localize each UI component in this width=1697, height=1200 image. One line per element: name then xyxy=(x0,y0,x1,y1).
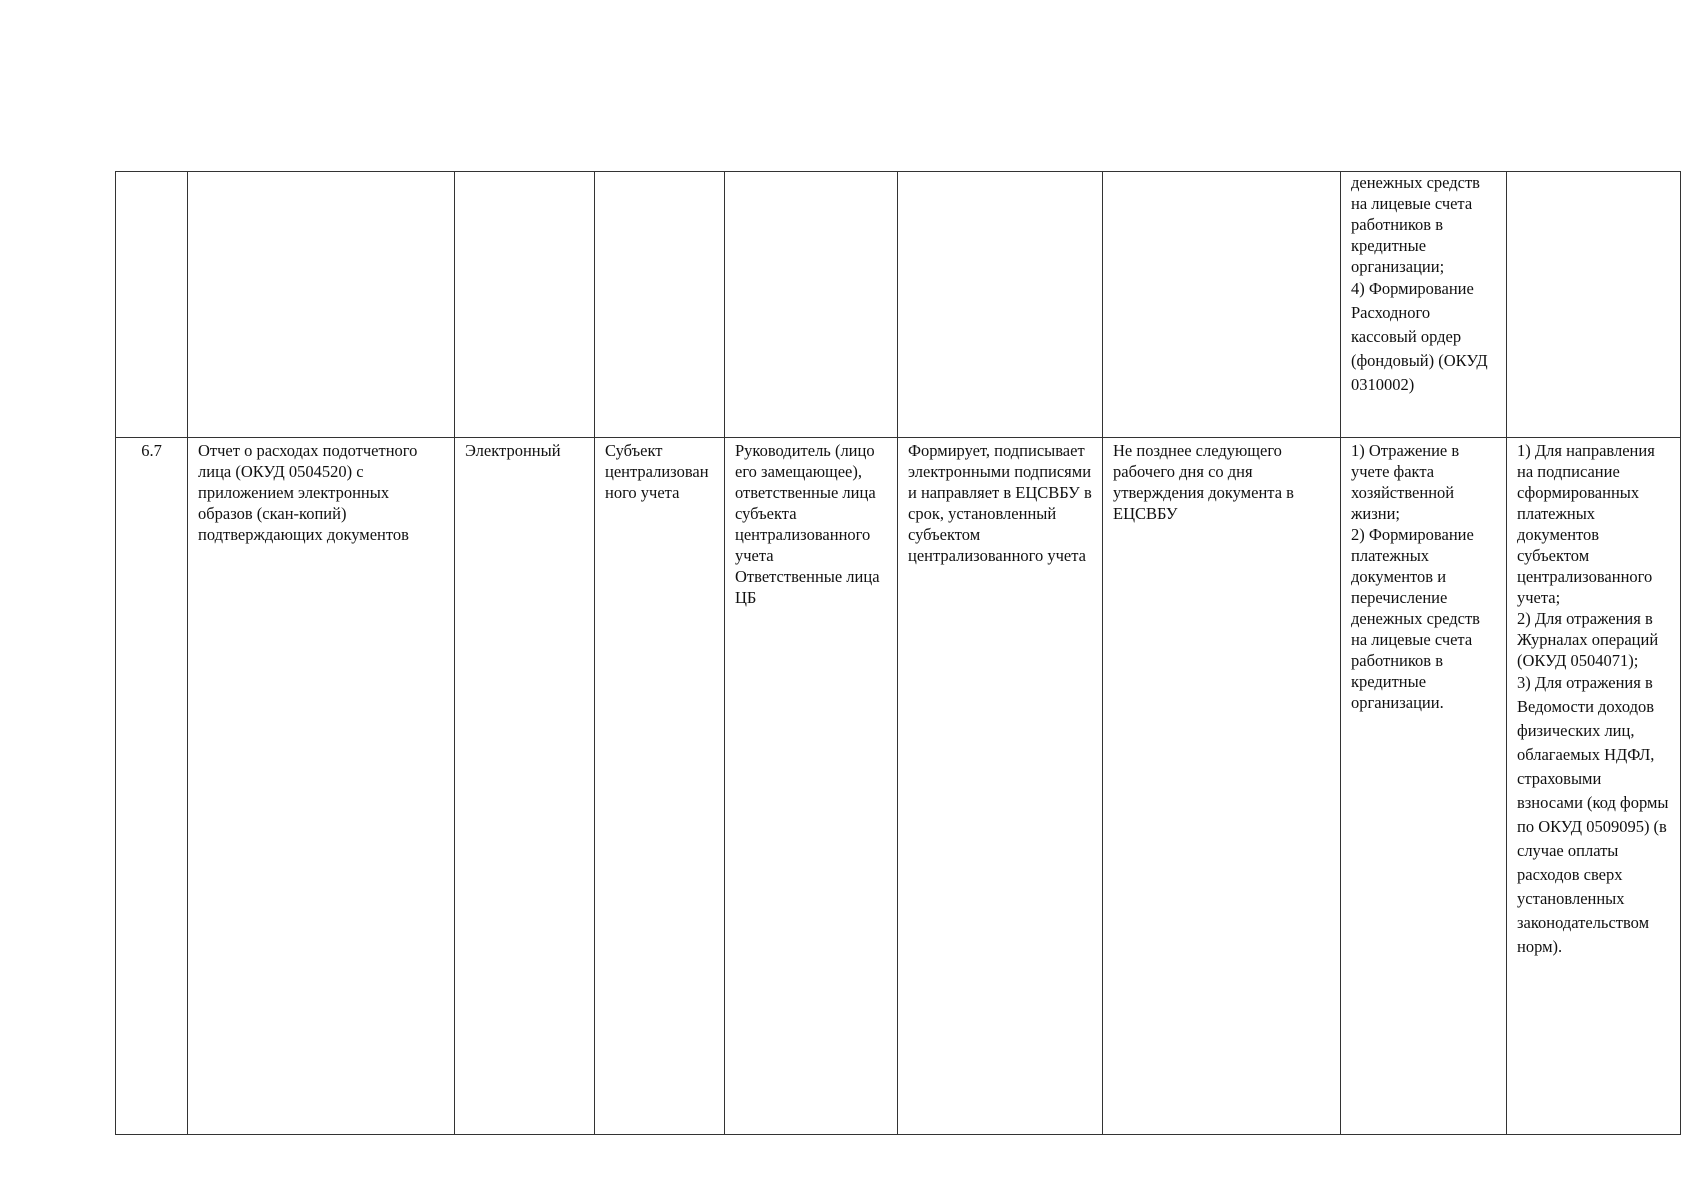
cell-deadline: Не позднее следующего рабочего дня со дня утверждения документа в ЕЦСВБУ xyxy=(1103,438,1341,1135)
cell-creator: Субъект централизованного учета xyxy=(595,438,725,1135)
cell-result-continuation xyxy=(1341,172,1507,438)
result-item-2: 2) Формирование платежных документов и перечисление денежных средств на лицевые счета работников в кредитные организации. xyxy=(1351,525,1480,712)
row-number: 6.7 xyxy=(116,438,188,1135)
result-item-1: 1) Отражение в учете факта хозяйственной жизни; xyxy=(1351,441,1460,523)
signers-cb-text: Ответственные лица ЦБ xyxy=(735,567,880,607)
table-row-continuation xyxy=(116,172,1681,438)
cell-empty-9 xyxy=(1507,172,1681,438)
cell-action: Формирует, подписывает электронными подписями и направляет в ЕЦСВБУ в срок, установленный субъектом централизованного учета xyxy=(898,438,1103,1135)
result-continuation-text: денежных средств на лицевые счета работников в кредитные организации; xyxy=(1351,173,1480,276)
document-table xyxy=(115,171,1681,1135)
cell-result xyxy=(1341,438,1507,1135)
cell-empty-7 xyxy=(1103,172,1341,438)
signers-text: Руководитель (лицо его замещающее), ответственные лица субъекта централизованного учета xyxy=(735,441,876,565)
cell-empty-2 xyxy=(188,172,455,438)
cell-signers xyxy=(725,438,898,1135)
purpose-item-3: 3) Для отражения в Ведомости доходов физических лиц, облагаемых НДФЛ, страховыми взносами (код формы по ОКУД 0509095) (в случае оплаты расходов сверх установленных законодательством норм). xyxy=(1517,673,1669,956)
cell-purpose xyxy=(1507,438,1681,1135)
cell-empty-6 xyxy=(898,172,1103,438)
cell-empty-3 xyxy=(455,172,595,438)
cell-form: Электронный xyxy=(455,438,595,1135)
cell-document-name: Отчет о расходах подотчетного лица (ОКУД 0504520) с приложением электронных образов (скан-копий) подтверждающих документов xyxy=(188,438,455,1135)
purpose-item-1: 1) Для направления на подписание сформированных платежных документов субъектом централизованного учета; xyxy=(1517,441,1655,607)
result-item-4: 4) Формирование Расходного кассовый ордер (фондовый) (ОКУД 0310002) xyxy=(1351,279,1488,394)
purpose-item-2: 2) Для отражения в Журналах операций (ОКУД 0504071); xyxy=(1517,609,1659,670)
cell-empty-1 xyxy=(116,172,188,438)
cell-empty-4 xyxy=(595,172,725,438)
table-row xyxy=(116,438,1681,1135)
cell-empty-5 xyxy=(725,172,898,438)
